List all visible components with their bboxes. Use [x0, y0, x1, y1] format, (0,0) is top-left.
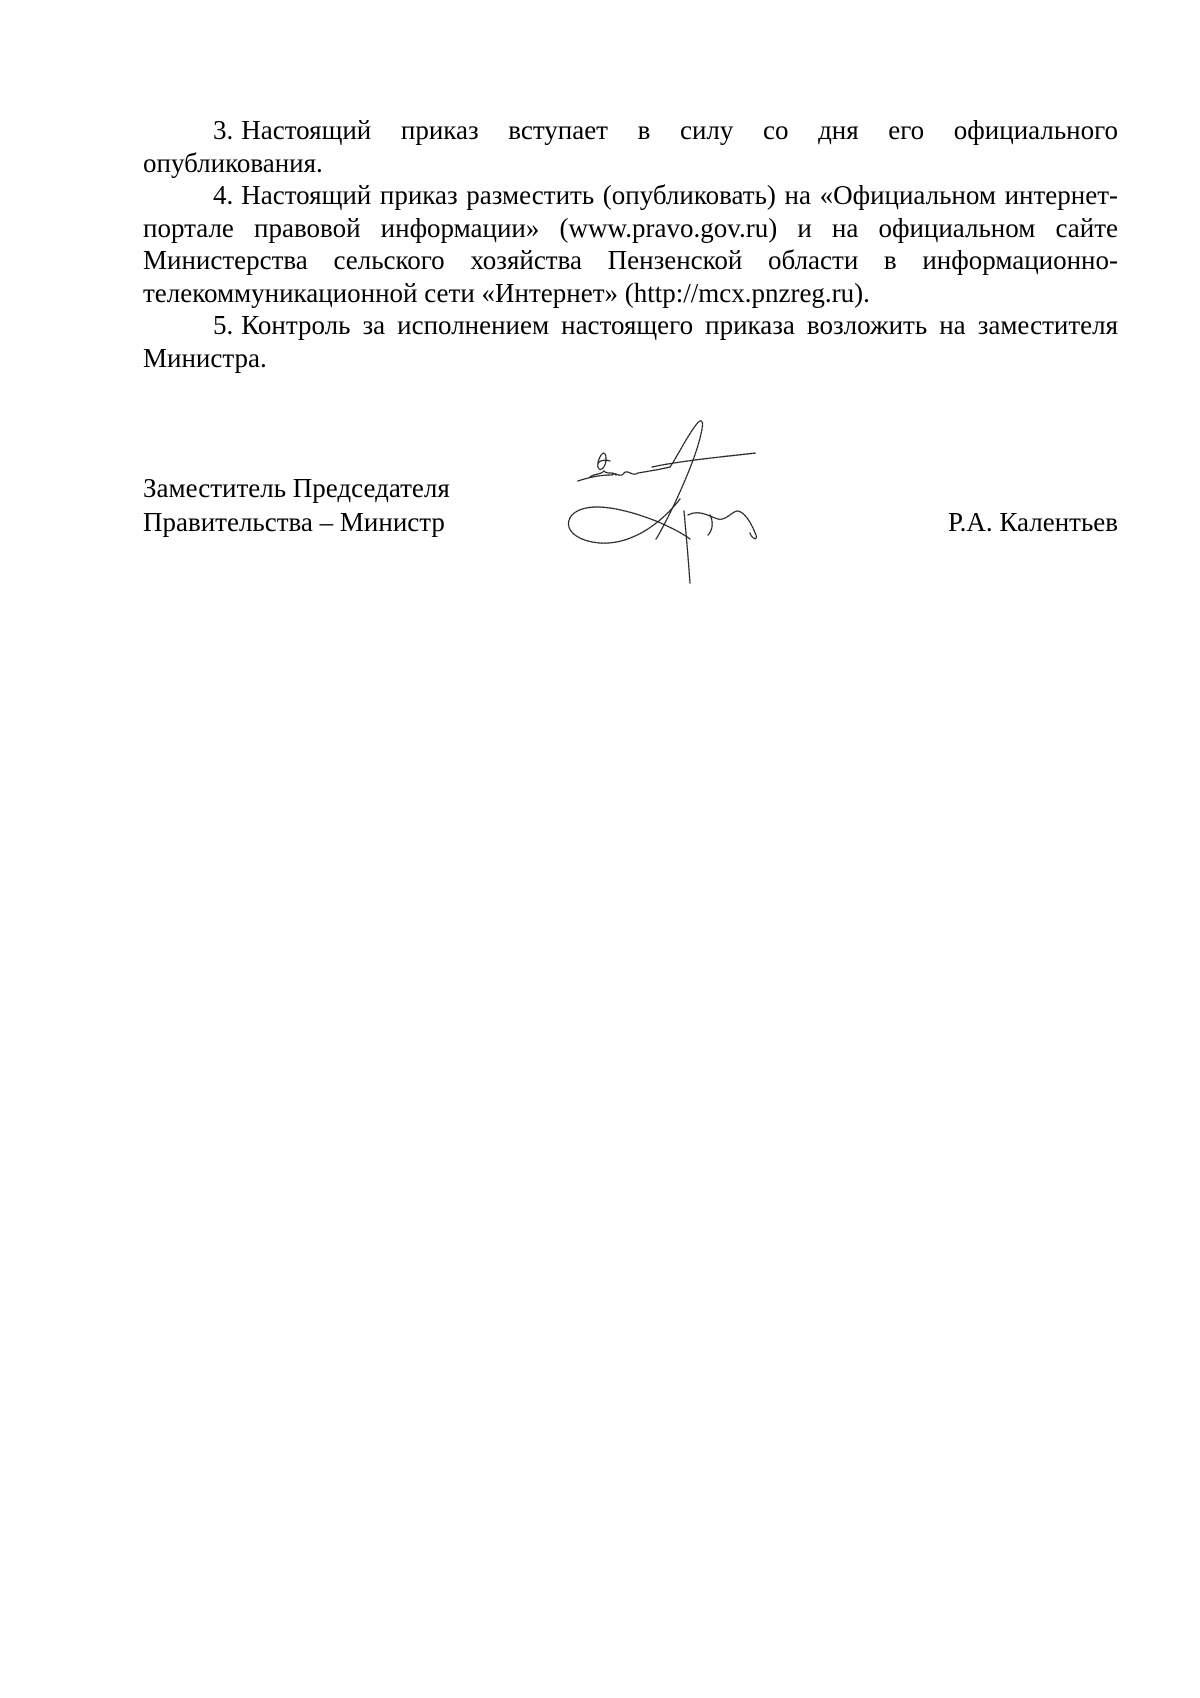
- signer-position: [143, 471, 450, 539]
- paragraph-5-text: Контроль за исполнением настоящего приказа возложить на заместителя Министра.: [143, 310, 1118, 373]
- paragraph-4-text: Настоящий приказ разместить (опубликовать) на «Официальном интернет-портале правовой информации» (www.pravo.gov.ru) и на официальном сайте Министерства сельского хозяйства Пензенской области в информационно-телекоммуникационной сети «Интернет» (http://mcx.pnzreg.ru).: [143, 180, 1118, 308]
- paragraph-5: [143, 309, 1118, 374]
- document-body: [143, 114, 1118, 374]
- paragraph-5-number: 5.: [213, 310, 234, 340]
- paragraph-4: [143, 179, 1118, 309]
- paragraph-3: [143, 114, 1118, 179]
- paragraph-3-text: Настоящий приказ вступает в силу со дня его официального опубликования.: [143, 115, 1118, 178]
- handwritten-signature: [560, 415, 820, 590]
- paragraph-4-number: 4.: [213, 180, 234, 210]
- signer-position-line-1: Заместитель Председателя: [143, 473, 450, 503]
- paragraph-3-number: 3.: [213, 115, 234, 145]
- signer-name: Р.А. Калентьев: [947, 507, 1118, 537]
- signer-position-line-2: Правительства – Министр: [143, 507, 445, 537]
